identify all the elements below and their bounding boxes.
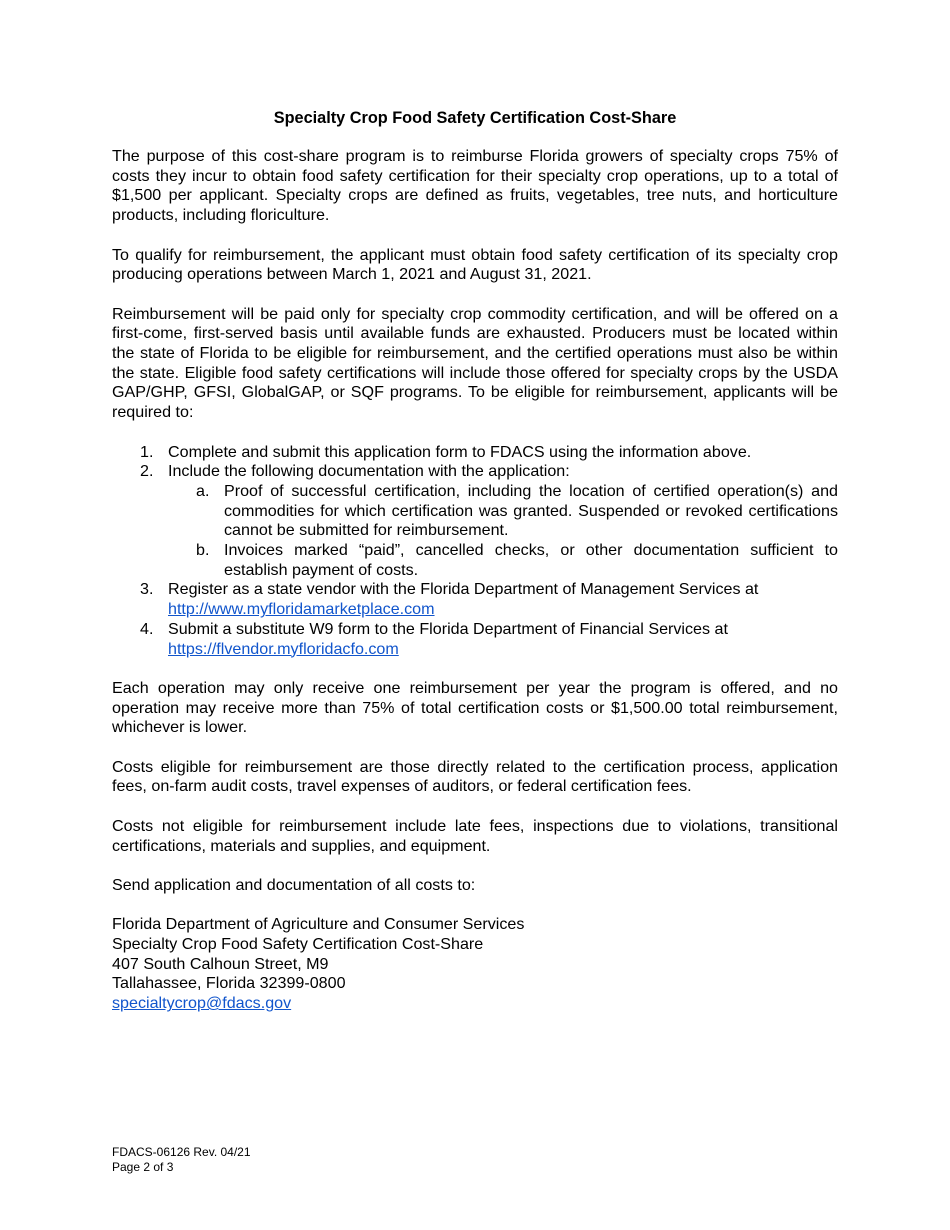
address-line: Florida Department of Agriculture and Consumer Services bbox=[112, 915, 525, 934]
eligible-costs-paragraph: Costs eligible for reimbursement are those directly related to the certification process, application fees, on-farm audit costs, travel expenses of auditors, or federal certification fees. bbox=[112, 757, 838, 796]
list-item-number: 3. bbox=[140, 580, 154, 599]
list-item-text: Submit a substitute W9 form to the Florida Department of Financial Services at bbox=[168, 619, 728, 638]
marketplace-link[interactable]: http://www.myfloridamarketplace.com bbox=[168, 600, 435, 619]
purpose-paragraph: The purpose of this cost-share program is to reimburse Florida growers of specialty crops 75% of costs they incur to obtain food safety certification for their specialty crop operations, up to a total of $1,500 per applicant. Specialty crops are defined as fruits, vegetables, tree nuts, and horticulture products, including floriculture. bbox=[112, 147, 838, 225]
email-link[interactable]: specialtycrop@fdacs.gov bbox=[112, 994, 292, 1013]
list-item-number: 2. bbox=[140, 462, 154, 481]
list-item-text: Register as a state vendor with the Florida Department of Management Services at bbox=[168, 580, 759, 599]
page-footer bbox=[112, 1145, 251, 1174]
list-item-number: 1. bbox=[140, 442, 154, 461]
ineligible-costs-paragraph: Costs not eligible for reimbursement include late fees, inspections due to violations, transitional certifications, materials and supplies, and equipment. bbox=[112, 816, 838, 855]
list-item-number: 4. bbox=[140, 619, 154, 638]
document-page bbox=[112, 108, 838, 1014]
vendor-link[interactable]: https://flvendor.myfloridacfo.com bbox=[168, 639, 399, 658]
sub-list-item-letter: a. bbox=[196, 481, 210, 500]
list-item bbox=[112, 580, 838, 619]
list-item-text: Complete and submit this application form to FDACS using the information above. bbox=[168, 442, 752, 461]
form-id: FDACS-06126 Rev. 04/21 bbox=[112, 1145, 251, 1159]
address-line: Tallahassee, Florida 32399-0800 bbox=[112, 974, 346, 993]
page-number: Page 2 of 3 bbox=[112, 1159, 174, 1174]
requirements-list bbox=[112, 443, 838, 660]
reimbursement-terms-paragraph: Reimbursement will be paid only for specialty crop commodity certification, and will be offered on a first-come, first-served basis until available funds are exhausted. Producers must be located within the state of Florida to be eligible for reimbursement, and the certified operations must also be within the state. Eligible food safety certifications will include those offered for specialty crops by the USDA GAP/GHP, GFSI, GlobalGAP, or SQF programs. To be eligible for reimbursement, applicants will be required to: bbox=[112, 304, 838, 422]
document-title: Specialty Crop Food Safety Certification Cost-Share bbox=[273, 109, 677, 127]
address-line: 407 South Calhoun Street, M9 bbox=[112, 954, 329, 973]
send-instructions-paragraph: Send application and documentation of all costs to: bbox=[112, 875, 476, 894]
qualification-paragraph: To qualify for reimbursement, the applicant must obtain food safety certification of its specialty crop producing operations between March 1, 2021 and August 31, 2021. bbox=[112, 245, 838, 284]
address-line: Specialty Crop Food Safety Certification Cost-Share bbox=[112, 935, 484, 953]
list-item-text: Include the following documentation with the application: bbox=[168, 462, 570, 481]
sub-list-item-text: Invoices marked “paid”, cancelled checks, or other documentation sufficient to establish payment of costs. bbox=[224, 541, 838, 579]
sub-list-item-text: Proof of successful certification, including the location of certified operation(s) and commodities for which certification was granted. Suspended or revoked certifications cannot be submitted for reimbursement. bbox=[224, 481, 838, 540]
sub-list-item bbox=[168, 482, 838, 541]
sub-list-item-letter: b. bbox=[196, 541, 210, 560]
sub-list-item bbox=[168, 541, 838, 580]
list-item bbox=[112, 443, 838, 463]
list-item bbox=[112, 462, 838, 580]
mailing-address bbox=[112, 915, 838, 1014]
list-item bbox=[112, 620, 838, 659]
reimbursement-limit-paragraph: Each operation may only receive one reimbursement per year the program is offered, and no operation may receive more than 75% of total certification costs or $1,500.00 total reimbursement, whichever is lower. bbox=[112, 678, 838, 737]
